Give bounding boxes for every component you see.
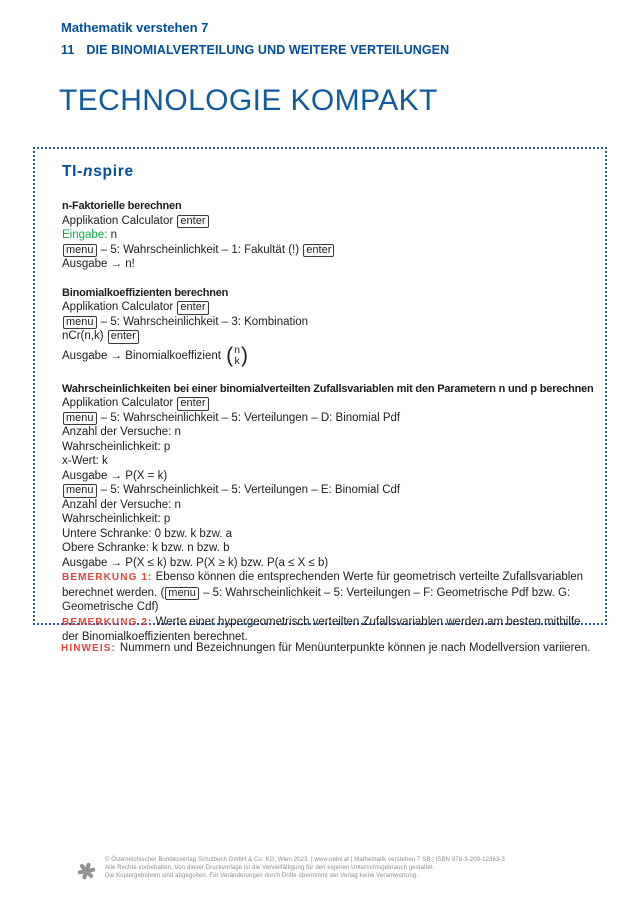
section-title: n-Faktorielle berechnen: [62, 200, 182, 212]
text-run: – 5: Wahrscheinlichkeit – 5: Verteilungen – D: Binomial Pdf: [97, 411, 401, 424]
paren-left: (: [226, 343, 234, 367]
instruction-line: [62, 300, 585, 315]
text-run: Wahrscheinlichkeit: p: [62, 513, 171, 525]
text-run: – 5: Wahrscheinlichkeit – 5: Verteilungen – E: Binomial Cdf: [97, 484, 401, 496]
binom-bottom: k: [234, 354, 240, 367]
series-title: Mathematik verstehen 7: [61, 20, 209, 35]
instruction-sections: [62, 199, 594, 645]
chapter-title: DIE BINOMIALVERTEILUNG UND WEITERE VERTEILUNGEN: [86, 43, 450, 57]
instruction-line: [62, 556, 585, 571]
key-enter: enter: [177, 215, 208, 229]
text-run: Applikation Calculator: [62, 397, 177, 409]
instruction-line: [62, 228, 585, 243]
text-run: Ausgabe → n!: [62, 258, 135, 270]
oebv-logo-icon: [76, 858, 97, 884]
technology-box: [33, 147, 607, 643]
instruction-line: [62, 469, 585, 484]
instruction-line: [62, 570, 585, 615]
instruction-line: [62, 425, 585, 440]
instruction-line: [62, 615, 585, 645]
key-enter: enter: [303, 244, 334, 258]
key-enter: enter: [177, 397, 208, 411]
text-run: Wahrscheinlichkeit: p: [62, 440, 171, 453]
text-run: TI-: [62, 163, 84, 180]
instruction-line: [62, 454, 585, 469]
text-run: – 5: Wahrscheinlichkeit – 5: Verteilungen – F: Geometrische Pdf bzw. G: Geometrische Cdf): [62, 586, 574, 613]
text-run: Ebenso können die entsprechenden Werte für geometrisch verteilte Zufallsvariablen berechnet werden. (: [62, 571, 587, 599]
text-run: spire: [93, 163, 134, 180]
instruction-line: [62, 440, 585, 455]
text-run: x-Wert: k: [62, 455, 108, 467]
hint-label: HINWEIS:: [61, 643, 116, 654]
instruction-line: [62, 512, 585, 527]
text-run: Anzahl der Versuche: n: [62, 426, 181, 438]
text-run: Ausgabe → P(X ≤ k) bzw. P(X ≥ k) bzw. P(a ≤ X ≤ b): [62, 556, 329, 569]
page-title: TECHNOLOGIE KOMPAKT: [59, 84, 438, 117]
text-run: Anzahl der Versuche: n: [62, 498, 181, 511]
text-run: – 5: Wahrscheinlichkeit – 1: Fakultät (!): [97, 243, 303, 256]
hint-row: [61, 642, 590, 654]
key-enter: enter: [108, 330, 139, 344]
instruction-line: [62, 396, 585, 411]
instruction-line: [62, 344, 585, 368]
instruction-section: [62, 199, 585, 272]
imprint-line: Die Kopiergebühren sind abgegolten. Für Veränderungen durch Dritte übernimmt der Verlag keine Verantwortung.: [105, 873, 418, 879]
text-run: Applikation Calculator: [62, 214, 177, 227]
binom-top: n: [234, 344, 241, 356]
imprint-text: [105, 856, 505, 880]
key-menu: menu: [63, 412, 97, 426]
instruction-section: [62, 382, 594, 645]
instruction-line: [62, 214, 585, 229]
instruction-line: [62, 257, 585, 272]
text-run: n: [83, 163, 94, 180]
instruction-line: [62, 411, 585, 426]
key-menu: menu: [165, 587, 199, 601]
binom-stack: [233, 345, 241, 366]
page-header: [61, 20, 449, 57]
remark-label: BEMERKUNG 2:: [62, 616, 153, 628]
key-menu: menu: [63, 484, 97, 498]
text-run: – 5: Wahrscheinlichkeit – 3: Kombination: [97, 315, 309, 328]
hint-text: Nummern und Bezeichnungen für Menüunterpunkte können je nach Modellversion variieren.: [119, 642, 591, 654]
instruction-section: [62, 286, 585, 368]
text-run: n: [107, 229, 117, 241]
instruction-line: [62, 329, 585, 344]
chapter-heading: [61, 43, 449, 57]
instruction-line: [62, 243, 585, 258]
remark-label: BEMERKUNG 1:: [62, 572, 153, 583]
section-title: Wahrscheinlichkeiten bei einer binomialverteilten Zufallsvariablen mit den Parametern n und p berechnen: [62, 382, 594, 395]
text-run: Ausgabe → Binomialkoeffizient: [62, 349, 225, 362]
text-run: Werte einer hypergeometrisch verteilten Zufallsvariablen werden am besten mithilfe der Binomialkoeffizienten berechnet.: [62, 615, 584, 643]
text-run: Untere Schranke: 0 bzw. k bzw. a: [62, 527, 233, 540]
instruction-line: [62, 527, 585, 542]
instruction-line: [62, 483, 585, 498]
instruction-line: [62, 315, 585, 330]
paren-right: ): [241, 343, 249, 367]
chapter-number: 11: [61, 43, 75, 57]
page-footer: [76, 856, 505, 884]
section-title: Binomialkoeffizienten berechnen: [62, 286, 229, 299]
text-run: Obere Schranke: k bzw. n bzw. b: [62, 542, 230, 554]
instruction-line: [62, 498, 585, 513]
text-run: Applikation Calculator: [62, 301, 177, 313]
key-enter: enter: [177, 301, 208, 315]
key-menu: menu: [63, 244, 97, 258]
input-label: Eingabe:: [62, 229, 108, 241]
instruction-line: [62, 541, 585, 556]
text-run: Ausgabe → P(X = k): [62, 469, 168, 482]
device-title: [62, 163, 585, 181]
imprint-line: Alle Rechte vorbehalten. Von dieser Druckvorlage ist die Vervielfältigung für den eigenen Unterrichtsgebrauch gestattet.: [105, 865, 435, 871]
imprint-line: © Österreichischer Bundesverlag Schulbuch GmbH & Co. KG, Wien 2023. | www.oebv.at | Mathematik verstehen 7 SB | ISBN 978-3-209-12363-3: [105, 857, 505, 863]
key-menu: menu: [63, 316, 97, 330]
binomial-coefficient: [226, 344, 248, 368]
text-run: nCr(n,k): [62, 330, 107, 342]
